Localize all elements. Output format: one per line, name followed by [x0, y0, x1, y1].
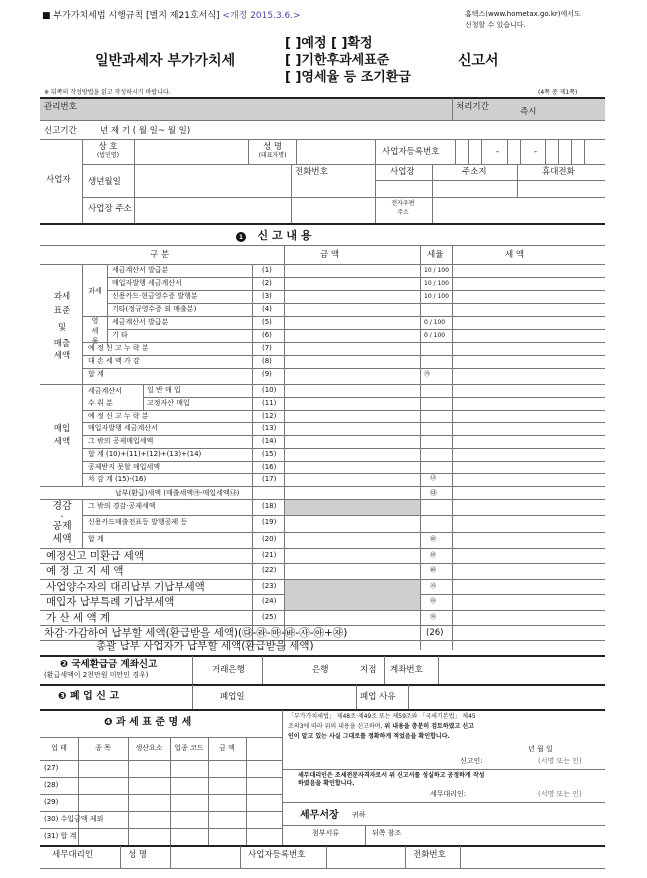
mgmt-no-label: 관리번호 — [44, 102, 77, 112]
row-divider — [107, 303, 605, 304]
other-row-no: (23) — [262, 581, 277, 590]
option-late[interactable]: [ ]기한후과세표준 — [285, 53, 390, 68]
taxbase-row-no: (4) — [262, 305, 272, 313]
purchase-row-no: (15) — [262, 449, 277, 458]
amount-cell[interactable] — [286, 343, 418, 354]
closure-date-label: 폐업일 — [220, 692, 245, 702]
row-divider — [82, 355, 605, 356]
amount-cell[interactable] — [286, 265, 418, 276]
amount-cell[interactable] — [286, 304, 418, 315]
tax-cell[interactable] — [454, 474, 604, 484]
taxbase-row-label: 기타(정규영수증 외 매출분) — [112, 305, 197, 313]
email-label-2: 주소 — [397, 209, 409, 216]
taxbase-row-no: (2) — [262, 279, 272, 287]
other-row-mark: ㉴ — [430, 582, 437, 590]
tax-base-label-3: 및 — [57, 323, 67, 333]
reduce-label-2: · — [60, 512, 64, 523]
other-row-mark: ㉶ — [430, 613, 437, 621]
taxbase-row-label: 기 타 — [112, 331, 128, 339]
filing-period-value[interactable]: 년 제 기 ( 월 일~ 월 일) — [100, 126, 191, 136]
reduce-row-no: (18) — [262, 502, 277, 510]
row-divider — [40, 625, 605, 626]
col-tax: 세 액 — [505, 250, 525, 260]
hometax-note-1: 홈택스(www.hometax.go.kr)에서도 — [465, 10, 581, 18]
other-row-label: 사업양수자의 대리납부 기납부세액 — [46, 580, 205, 593]
taxbase-row-label: 예 정 신 고 누 락 분 — [88, 344, 149, 352]
taxbase-row-label: 신용카드·현금영수증 발행분 — [112, 292, 198, 300]
row-divider — [82, 342, 605, 343]
tax-cell[interactable] — [454, 462, 604, 472]
purchase-row-label: 차 감 계 (15)-(16) — [88, 475, 147, 484]
other-row-label: 매입자 납부특례 기납부세액 — [46, 596, 175, 609]
purchase-row-no: (17) — [262, 475, 277, 484]
reduce-row-label: 그 밖의 경감·공제세액 — [88, 502, 156, 510]
amount-cell[interactable] — [286, 330, 418, 341]
option-scheduled[interactable]: [ ]예정 [ ]확정 — [285, 36, 373, 51]
tax-cell[interactable] — [454, 436, 604, 446]
tax-cell[interactable] — [454, 411, 604, 421]
purchase-row-mark: ㉯ — [430, 475, 437, 483]
decl-line-2: 조의3에 따라 위의 내용을 신고하며, 위 내용을 충분히 검토하였고 신고 — [288, 723, 474, 730]
bank-unit: 은행 — [312, 665, 329, 675]
purchase-row-label: 일 반 매 입 — [147, 386, 181, 394]
taxbase-row-rate: 10 / 100 — [424, 267, 449, 274]
home-phone-label: 주소지 — [462, 167, 487, 177]
taxbase-row-rate: 10 / 100 — [424, 293, 449, 300]
agent-label: 세무대리인: — [430, 790, 467, 798]
invoice-recv-2: 수 취 분 — [88, 399, 113, 407]
closure-reason-label: 폐업 사유 — [360, 692, 396, 702]
taxbase-row-label: 매입자발행 세금계산서 — [112, 279, 182, 287]
other-row-label: 가 산 세 액 계 — [46, 611, 111, 624]
std-title: ❹ 과 세 표 준 명 세 — [104, 717, 192, 728]
reduce-row-no: (20) — [262, 534, 277, 543]
row-divider — [82, 532, 605, 533]
std-row-label: (28) — [44, 781, 59, 789]
reg-dash-1: - — [496, 147, 500, 157]
tax-cell[interactable] — [454, 265, 604, 276]
taxbase-row-rate: 10 / 100 — [424, 280, 449, 287]
decl-line-1: 「부가가치세법」 제48조·제49조 또는 제59조와 「국세기본법」 제45 — [288, 713, 476, 720]
row-divider — [107, 290, 605, 291]
tax-cell[interactable] — [454, 385, 604, 395]
birth-label: 생년월일 — [88, 177, 121, 187]
std-row-label: (31) 합 계 — [44, 832, 77, 840]
rep-name-label: 성 명 — [262, 142, 283, 152]
final-row-2: 총괄 납부 사업자가 납부할 세액(환급받을 세액) — [96, 640, 314, 652]
purchase-row-no: (13) — [262, 424, 277, 433]
payable-mark: ㉰ — [430, 489, 437, 497]
reduce-row-label: 합 계 — [88, 534, 104, 543]
bottom-phone-label: 전화번호 — [413, 850, 446, 860]
purchase-row-label: 고정자산 매입 — [147, 398, 190, 407]
purchase-row-no: (14) — [262, 437, 277, 445]
invoice-recv-1: 세금계산서 — [88, 387, 122, 395]
bottom-agent-label: 세무대리인 — [52, 850, 94, 860]
tax-cell[interactable] — [454, 398, 604, 408]
row-divider — [82, 448, 605, 449]
row-divider — [107, 277, 605, 278]
zero-rate-sub-2: 세 — [91, 327, 99, 335]
amount-cell[interactable] — [286, 436, 418, 446]
account-label: 계좌번호 — [390, 665, 423, 675]
reduce-row-no: (19) — [262, 518, 277, 527]
col-division: 구 분 — [150, 250, 170, 260]
row-divider — [82, 435, 605, 436]
std-row-label: (30) 수입금액 제외 — [44, 815, 104, 823]
reduce-label-4: 세액 — [52, 534, 72, 545]
law-reference: ■ 부가가치세법 시행규칙 [별지 제21호서식] <개정 2015.3.6.> — [42, 11, 301, 21]
period-value: 즉시 — [520, 107, 537, 117]
closure-title: ❸ 폐 업 신 고 — [58, 691, 120, 702]
purchase-row-no: (10) — [262, 386, 277, 394]
purchase-row-no: (11) — [262, 398, 277, 407]
purchase-row-no: (12) — [262, 411, 277, 420]
std-col-header: 업 태 — [51, 744, 67, 752]
amount-cell[interactable] — [286, 398, 418, 408]
shade-23-24 — [285, 580, 420, 610]
other-row-no: (24) — [262, 597, 277, 606]
tax-cell[interactable] — [454, 423, 604, 433]
taxbase-row-no: (5) — [262, 318, 272, 326]
taxbase-row-no: (3) — [262, 292, 272, 300]
amount-cell[interactable] — [286, 474, 418, 484]
taxbase-row-rate: ㉮ — [424, 371, 431, 378]
reduce-label-1: 경감 — [52, 501, 72, 512]
content-title: 1 신 고 내 용 — [236, 230, 312, 242]
hometax-note-2: 신청할 수 있습니다. — [465, 21, 526, 29]
refund-account-title: ❷ 국세환급금 계좌신고 — [60, 659, 158, 670]
other-row-no: (21) — [262, 551, 277, 559]
amount-cell[interactable] — [286, 449, 418, 459]
amount-cell[interactable] — [286, 462, 418, 472]
std-row-label: (29) — [44, 798, 59, 806]
tax-cell[interactable] — [454, 369, 604, 380]
attachments-label: 첨부서류 — [312, 829, 340, 837]
purchase-label-2: 세액 — [53, 437, 71, 447]
tax-office-label: 세무서장 — [300, 810, 339, 821]
final-row-1: 차감·가감하여 납부할 세액(환급받을 세액)(㉰-㉱-㉲-㉳-㉴-㉵+㉶) — [44, 627, 348, 639]
tax-cell[interactable] — [454, 278, 604, 289]
purchase-row-label: 공제받지 못할 매입세액 — [88, 462, 161, 471]
amount-cell[interactable] — [286, 411, 418, 421]
taxbase-row-no: (6) — [262, 331, 272, 339]
other-row-no: (22) — [262, 566, 277, 575]
row-divider — [40, 777, 282, 778]
amount-cell[interactable] — [286, 369, 418, 380]
taxbase-row-label: 합 계 — [88, 370, 104, 378]
branch-unit: 지점 — [360, 665, 377, 675]
tax-cell[interactable] — [454, 356, 604, 367]
std-row-label: (27) — [44, 764, 59, 772]
taxable-sub-label: 과세 — [88, 287, 102, 295]
row-divider — [82, 410, 605, 411]
taxbase-row-no: (1) — [262, 266, 272, 274]
agent-text-2: 하였음을 확인합니다. — [298, 780, 355, 787]
taxbase-row-no: (9) — [262, 370, 272, 378]
rep-name-sub: (대표자명) — [258, 152, 287, 159]
other-row-label: 예정신고 미환급 세액 — [46, 550, 144, 562]
tax-base-label-2: 표준 — [53, 306, 71, 316]
refund-account-sub: (환급세액이 2천만원 미만인 경우) — [44, 671, 149, 679]
std-col-header: 생산요소 — [135, 744, 163, 752]
taxbase-row-label: 세금계산서 발급분 — [112, 266, 169, 274]
shade-18 — [285, 500, 420, 515]
row-divider — [40, 811, 282, 812]
row-divider — [82, 473, 605, 474]
instruction-note: ※ 뒤쪽의 작성방법을 읽고 작성하시기 바랍니다. — [44, 89, 171, 96]
title-left: 일반과세자 부가가치세 — [95, 53, 236, 69]
col-amount: 금 액 — [320, 250, 340, 260]
option-early-refund[interactable]: [ ]영세율 등 조기환급 — [285, 70, 411, 85]
reduce-label-3: 공제 — [52, 521, 72, 532]
taxbase-row-label: 대 손 세 액 가 감 — [88, 357, 140, 365]
purchase-label-1: 매입 — [53, 424, 71, 434]
std-col-header: 금 액 — [219, 744, 235, 752]
phone-label: 전화번호 — [295, 167, 328, 177]
amount-cell[interactable] — [286, 317, 418, 328]
taxbase-row-rate: 0 / 100 — [424, 319, 446, 326]
std-col-header: 업종 코드 — [174, 744, 204, 752]
tax-base-label-4: 매출 — [53, 339, 71, 349]
zero-rate-sub-1: 영 — [91, 317, 99, 325]
taxbase-row-no: (7) — [262, 344, 272, 352]
tax-cell[interactable] — [454, 330, 604, 341]
email-label-1: 전자우편 — [391, 200, 415, 207]
purchase-row-label: 합 계 (10)+(11)+(12)+(13)+(14) — [88, 449, 202, 458]
tax-base-label-5: 세액 — [53, 351, 71, 361]
agent-sign[interactable]: (서명 또는 인) — [538, 790, 582, 798]
row-divider — [82, 461, 605, 462]
row-divider — [82, 316, 605, 317]
zero-rate-sub-3: 율 — [91, 337, 99, 345]
purchase-row-label: 예 정 신 고 누 락 분 — [88, 411, 149, 420]
amount-cell[interactable] — [286, 356, 418, 367]
business-section-label: 사업자 — [46, 175, 71, 185]
bottom-name-label: 성 명 — [128, 850, 148, 860]
period-label: 처리기간 — [456, 102, 489, 112]
decl-line-3: 인이 알고 있는 사실 그대로를 정확하게 적었음을 확인합니다. — [288, 733, 450, 740]
amount-cell[interactable] — [286, 278, 418, 289]
reg-no-label: 사업자등록번호 — [382, 147, 440, 157]
title-right: 신고서 — [458, 53, 499, 69]
bottom-regno-label: 사업자등록번호 — [248, 850, 306, 860]
other-row-mark: ㉲ — [430, 552, 437, 559]
tax-base-label-1: 과세 — [53, 292, 71, 302]
amount-cell[interactable] — [286, 385, 418, 395]
tax-cell[interactable] — [454, 449, 604, 459]
filer-sign[interactable]: (서명 또는 인) — [538, 757, 582, 765]
other-row-no: (25) — [262, 612, 277, 621]
reduce-row-label: 신용카드매출전표등 발행공제 등 — [88, 518, 188, 527]
row-divider — [82, 368, 605, 369]
decl-date[interactable]: 년 월 일 — [528, 745, 553, 753]
amount-cell[interactable] — [286, 291, 418, 302]
row-divider — [40, 794, 282, 795]
reduce-row-mark: ㉱ — [430, 535, 437, 543]
row-divider — [107, 329, 605, 330]
row-divider — [143, 397, 605, 398]
mobile-label: 휴대전화 — [542, 167, 575, 177]
tax-cell[interactable] — [454, 304, 604, 315]
final-row-1-no: (26) — [426, 628, 444, 638]
purchase-row-label: 그 밖의 공제매입세액 — [88, 437, 154, 445]
tax-cell[interactable] — [454, 317, 604, 328]
row-divider — [40, 828, 282, 829]
address-label: 사업장 주소 — [88, 204, 132, 214]
page-count: (4쪽 중 제1쪽) — [538, 89, 578, 96]
trade-name-label: 상 호 — [98, 142, 118, 152]
filing-period-label: 신고기간 — [44, 126, 77, 136]
taxbase-row-no: (8) — [262, 357, 272, 365]
tax-cell[interactable] — [454, 343, 604, 354]
other-row-mark: ㉵ — [430, 598, 437, 606]
office-phone-label: 사업장 — [390, 167, 415, 177]
row-divider — [82, 515, 605, 516]
tax-office-honorific: 귀하 — [352, 811, 366, 819]
payable-label: 납부(환급)세액 (매출세액㉮-매입세액㉯) — [115, 489, 240, 497]
row-divider — [40, 563, 605, 564]
taxbase-row-rate: 0 / 100 — [424, 332, 446, 339]
reg-dash-2: - — [534, 147, 538, 157]
other-row-mark: ㉳ — [430, 567, 437, 575]
amount-cell[interactable] — [286, 423, 418, 433]
purchase-row-label: 매입자발행 세금계산서 — [88, 424, 158, 433]
row-divider — [82, 422, 605, 423]
attachments-ref: 뒤쪽 참조 — [372, 829, 402, 837]
purchase-row-no: (16) — [262, 462, 277, 471]
agent-text-1: 세무대리인은 조세전문자격자로서 위 신고서를 성실하고 공정하게 작성 — [298, 772, 485, 779]
taxbase-row-label: 세금계산서 발급분 — [112, 318, 169, 326]
bank-label: 거래은행 — [212, 665, 245, 675]
std-col-header: 종 목 — [95, 744, 111, 752]
tax-cell[interactable] — [454, 291, 604, 302]
col-rate: 세율 — [427, 250, 444, 260]
filer-label: 신고인: — [460, 757, 483, 765]
trade-name-sub: (법인명) — [96, 152, 120, 159]
other-row-label: 예 정 고 지 세 액 — [46, 565, 124, 578]
